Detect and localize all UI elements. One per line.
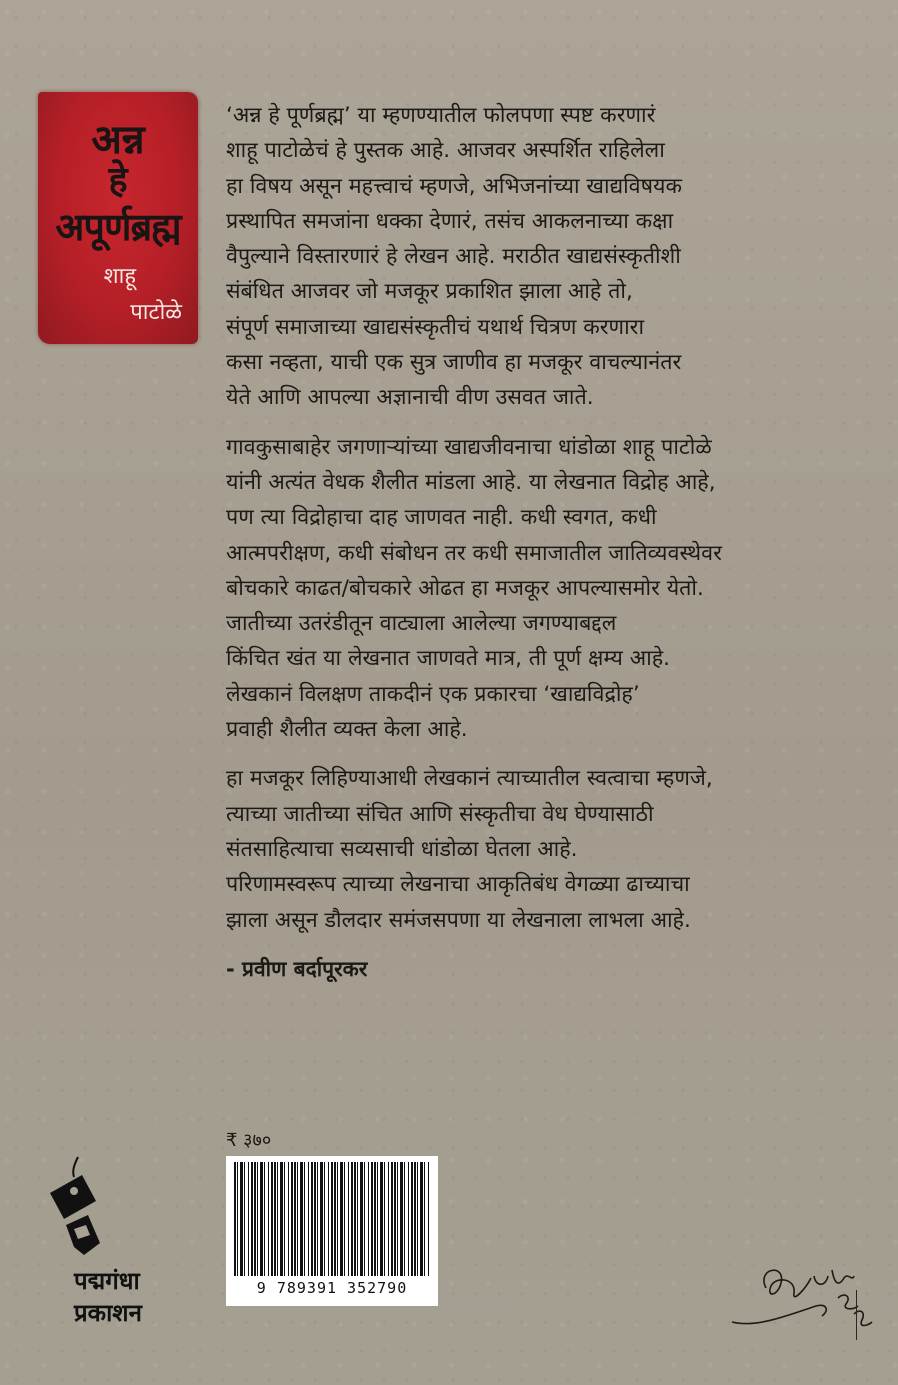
blurb-line: पण त्या विद्रोहाचा दाह जाणवत नाही. कधी स्वगत, कधी (226, 505, 657, 531)
cover-thumbnail (38, 92, 198, 344)
edge-mark (856, 1290, 857, 1340)
blurb-line: त्याच्या जातीच्या संचित आणि संस्कृतीचा वेध घेण्यासाठी (226, 801, 654, 827)
blurb-line: शाहू पाटोळेचं हे पुस्तक आहे. आजवर अस्पर्शित राहिलेला (226, 138, 665, 164)
blurb-line: संबंधित आजवर जो मजकूर प्रकाशित झाला आहे तो, (226, 279, 633, 305)
blurb-line: लेखकानं विलक्षण ताकदीनं एक प्रकारचा ‘खाद्यविद्रोह’ (226, 681, 640, 707)
blurb-paragraph-1 (226, 98, 866, 416)
blurb-line: गावकुसाबाहेर जगणाऱ्यांच्या खाद्यजीवनाचा धांडोळा शाहू पाटोळे (226, 434, 712, 460)
designer-signature (726, 1258, 876, 1348)
blurb-line: परिणामस्वरूप त्याच्या लेखनाचा आकृतिबंध वेगळ्या ढाच्याचा (226, 872, 690, 898)
thumbnail-title-line-2: हे (108, 159, 128, 201)
blurb-line: प्रस्थापित समजांना धक्का देणारं, तसंच आकलनाच्या कक्षा (226, 208, 674, 234)
blurb-line: कसा नव्हता, याची एक सुत्र जाणीव हा मजकूर वाचल्यानंतर (226, 350, 682, 376)
publisher-name-line-1: पद्मगंधा (74, 1267, 140, 1295)
isbn-barcode (226, 1156, 438, 1306)
thumbnail-author-line-2: पाटोळे (130, 300, 182, 325)
blurb-line: येते आणि आपल्या अज्ञानाची वीण उसवत जाते. (226, 385, 594, 411)
isbn-number: 9 789391 352790 (256, 1279, 408, 1297)
blurb-line: जातीच्या उतरंडीतून वाट्याला आलेल्या जगण्याबद्दल (226, 611, 617, 637)
blurb-text (226, 98, 866, 987)
blurb-line: हा विषय असून महत्त्वाचं म्हणजे, अभिजनांच्या खाद्यविषयक (226, 173, 683, 199)
publisher-name-line-2: प्रकाशन (74, 1299, 142, 1327)
thumbnail-title-line-3: अपूर्णब्रह्म (55, 204, 181, 249)
blurb-line: संतसाहित्याचा सव्यसाची धांडोळा घेतला आहे. (226, 836, 578, 862)
blurb-line: बोचकारे काढत/बोचकारे ओढत हा मजकूर आपल्यासमोर येतो. (226, 575, 704, 601)
pen-tag-icon (44, 1155, 124, 1260)
price-label: ₹ ३७० (226, 1130, 272, 1151)
blurb-paragraph-3 (226, 761, 866, 937)
blurb-line: यांनी अत्यंत वेधक शैलीत मांडला आहे. या लेखनात विद्रोह आहे, (226, 469, 716, 495)
blurb-line: झाला असून डौलदार समंजसपणा या लेखनाला लाभला आहे. (226, 907, 691, 933)
blurb-line: प्रवाही शैलीत व्यक्त केला आहे. (226, 717, 468, 743)
thumbnail-title-line-1: अन्न (91, 116, 145, 163)
blurb-line: वैपुल्याने विस्तारणारं हे लेखन आहे. मराठीत खाद्यसंस्कृतीशी (226, 244, 681, 270)
blurb-line: हा मजकूर लिहिण्याआधी लेखकानं त्याच्यातील स्वत्वाचा म्हणजे, (226, 766, 713, 792)
blurb-line: संपूर्ण समाजाच्या खाद्यसंस्कृतीचं यथार्थ चित्रण करणारा (226, 314, 645, 340)
blurb-line: आत्मपरीक्षण, कधी संबोधन तर कधी समाजातील जातिव्यवस्थेवर (226, 540, 722, 566)
reviewer-signature: - प्रवीण बर्दापूरकर (226, 956, 368, 981)
blurb-line: किंचित खंत या लेखनात जाणवते मात्र, ती पूर्ण क्षम्य आहे. (226, 646, 670, 672)
publisher-name (74, 1265, 142, 1329)
blurb-paragraph-2 (226, 430, 866, 748)
thumbnail-author-line-1: शाहू (103, 264, 136, 289)
barcode-bars (234, 1162, 430, 1276)
blurb-line: ‘अन्न हे पूर्णब्रह्म’ या म्हणण्यातील फोलपणा स्पष्ट करणारं (226, 103, 656, 128)
